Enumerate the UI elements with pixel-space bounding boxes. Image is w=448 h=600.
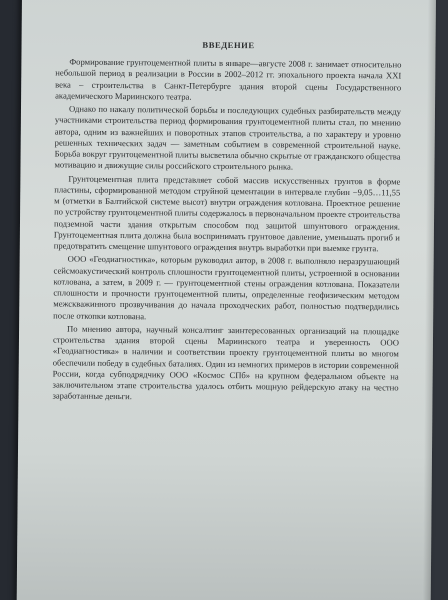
paragraph: По мнению автора, научный консалтинг заинтересованных организаций на площадке строительства здания второй сцены Мариинского театра и уверенность ООО «Геодиагностика» в наличии и соответствии проекту грунтоцементной плиты во многом обеспечили победу в судебных баталиях. Один из немногих примеров в истории современной России, когда субподрядчику ООО «Космос СПб» на крупном федеральном объекте на заключительном этапе строительства удалось отбить мощную рейдерскую атаку на честно заработанные деньги. xyxy=(52,323,400,402)
paragraph: ООО «Геодиагностика», которым руководил автор, в 2008 г. выполняло неразрушающий сейсмоакустический контроль сплошности грунтоцементной плиты, устроенной в основании котлована, а затем, в 2009 г. — грунтоцементной стены ограждения котлована. Показатели сплошности и прочности грунтоцементной плиты, определенные геофизическим методом межскважинного прозвучивания до начала проходческих работ, полностью подтвердились после откопки котлована. xyxy=(53,253,400,321)
body-text xyxy=(52,56,401,405)
paragraph: Формирование грунтоцементной плиты в январе—августе 2008 г. занимает относительно небольшой период в реализации в России в 2002–2012 гг. эпохального проекта начала XXI века – строительства в Санкт-Петербурге здания второй сцены Государственного академического Мариинского театра. xyxy=(55,56,402,102)
paragraph: Грунтоцементная плита представляет собой массив искусственных грунтов в форме пластины, сформированной методом струйной цементации в интервале глубин −9,05…11,55 м (отметки в Балтийской системе высот) внутри ограждения котлована. Проектное решение по устройству грунтоцементной плиты содержалось в первоначальном проекте строительства подземной части здания открытым способом под защитой шпунтового ограждения. Грунтоцементная плита должна была воспринимать грунтовое давление, уменьшать прогиб и предотвратить смещение шпунтового ограждения внутрь выработки при выемке грунта. xyxy=(53,173,401,254)
book-page xyxy=(17,0,436,600)
paragraph: Однако по накалу политической борьбы и последующих судебных разбирательств между участниками строительства период формирования грунтоцементной плиты стал, по мнению автора, одним из важнейших и поворотных этапов строительства, а по характеру и уровню решенных технических задач — заметным событием в современной строительной науке. Борьба вокруг грунтоцементной плиты высветила обычно скрытые от гражданского общества мотивацию и движущие силы российского строительного рынка. xyxy=(54,103,402,172)
page-heading: ВВЕДЕНИЕ xyxy=(202,39,255,51)
page-edge-shadow xyxy=(423,0,436,600)
